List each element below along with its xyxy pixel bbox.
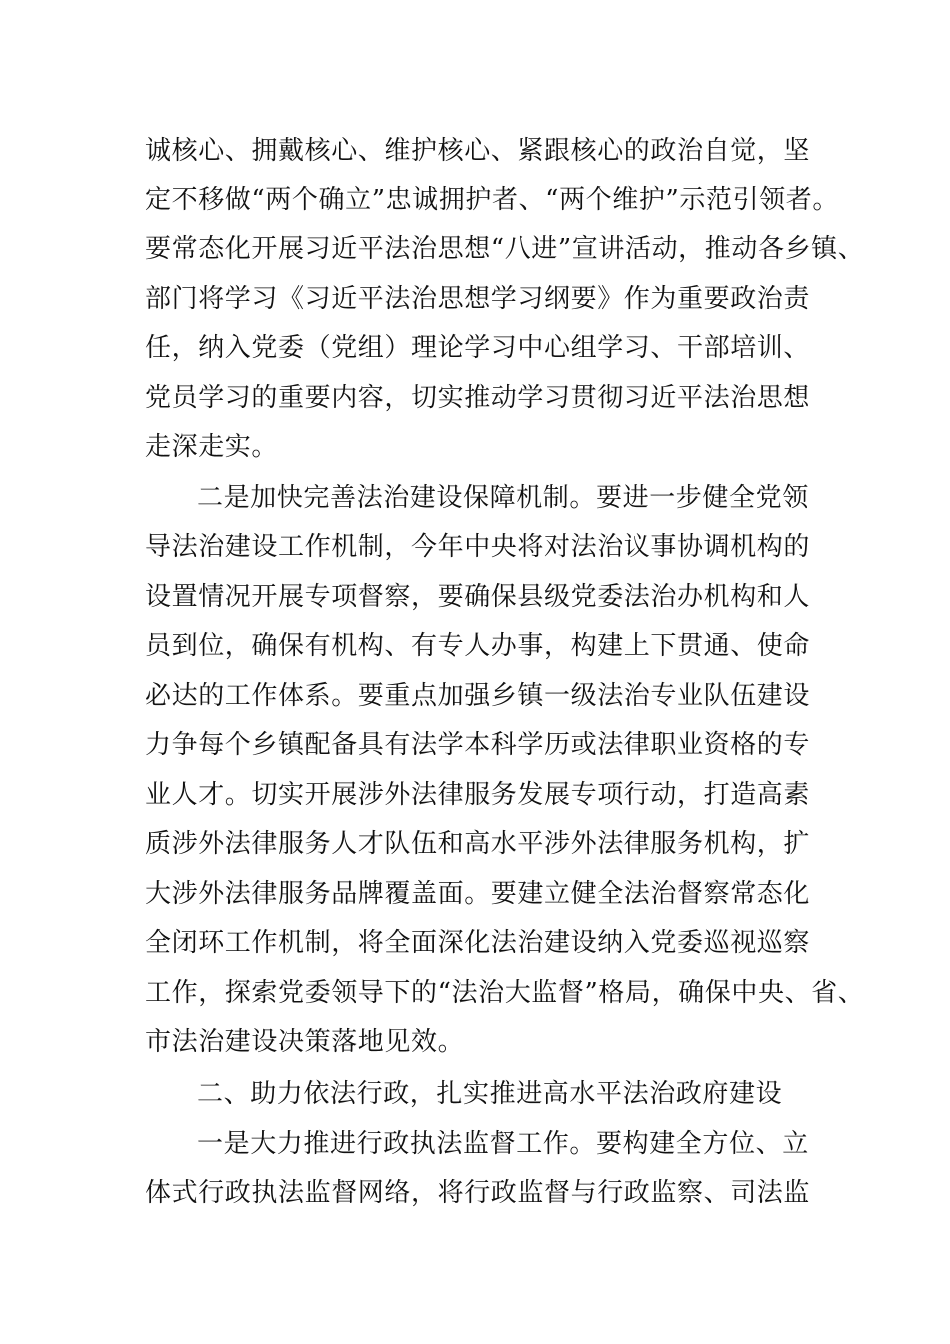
- text-line-10: 设置情况开展专项督察，要确保县级党委法治办机构和人: [145, 582, 811, 612]
- text-line-18: 工作，探索党委领导下的“法治大监督”格局，确保中央、省、: [145, 978, 865, 1008]
- text-line-11: 员到位，确保有机构、有专人办事，构建上下贯通、使命: [145, 631, 811, 661]
- section-heading: 二、助力依法行政，扎实推进高水平法治政府建设: [197, 1079, 783, 1109]
- paragraph-first-line: 二是加快完善法治建设保障机制。要进一步健全党领: [197, 483, 809, 513]
- text-line-14: 业人才。切实开展涉外法律服务发展专项行动，打造高素: [145, 780, 811, 810]
- text-line-17: 全闭环工作机制，将全面深化法治建设纳入党委巡视巡察: [145, 928, 811, 958]
- text-line-12: 必达的工作体系。要重点加强乡镇一级法治专业队伍建设: [145, 681, 811, 711]
- text-line-22: 体式行政执法监督网络，将行政监督与行政监察、司法监: [145, 1178, 811, 1208]
- text-line-19: 市法治建设决策落地见效。: [145, 1027, 465, 1057]
- text-line-7: 走深走实。: [145, 432, 279, 462]
- text-line-3: 要常态化开展习近平法治思想“八进”宣讲活动，推动各乡镇、: [145, 234, 865, 264]
- text-line-15: 质涉外法律服务人才队伍和高水平涉外法律服务机构，扩: [145, 829, 811, 859]
- text-line-16: 大涉外法律服务品牌覆盖面。要建立健全法治督察常态化: [145, 879, 811, 909]
- text-line-2: 定不移做“两个确立”忠诚拥护者、“两个维护”示范引领者。: [145, 185, 839, 215]
- text-line-6: 党员学习的重要内容，切实推动学习贯彻习近平法治思想: [145, 383, 811, 413]
- text-line-1: 诚核心、拥戴核心、维护核心、紧跟核心的政治自觉，坚: [145, 136, 811, 166]
- text-line-4: 部门将学习《习近平法治思想学习纲要》作为重要政治责: [145, 284, 811, 314]
- text-line-13: 力争每个乡镇配备具有法学本科学历或法律职业资格的专: [145, 730, 811, 760]
- text-line-9: 导法治建设工作机制，今年中央将对法治议事协调机构的: [145, 532, 811, 562]
- paragraph-first-line: 一是大力推进行政执法监督工作。要构建全方位、立: [197, 1129, 809, 1159]
- text-line-5: 任，纳入党委（党组）理论学习中心组学习、干部培训、: [145, 333, 811, 363]
